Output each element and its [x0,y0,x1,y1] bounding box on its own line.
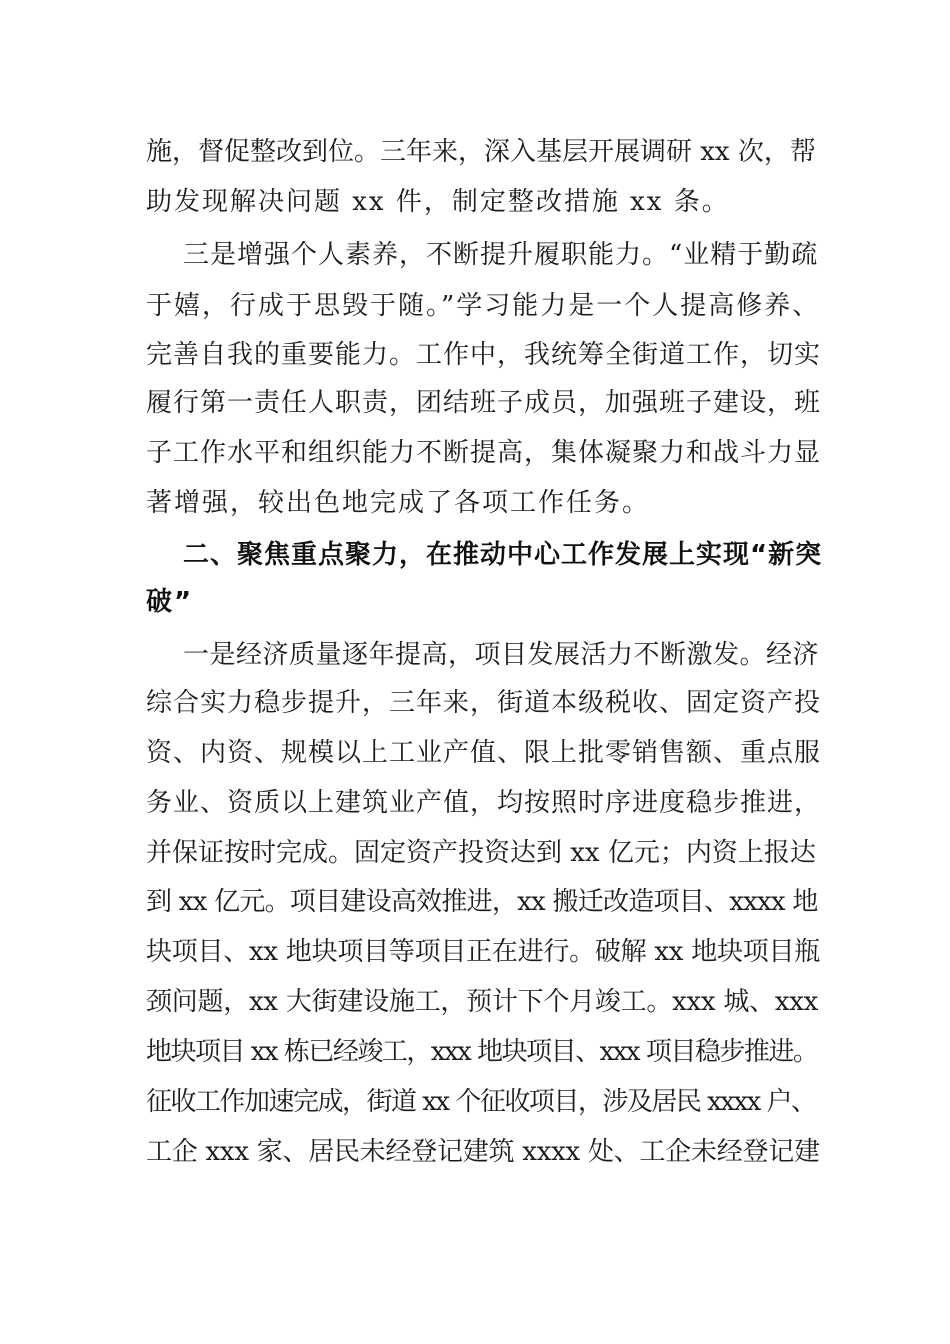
body-line: 工企 xxx 家、居民未经登记建筑 xxxx 处、工企未经登记建 [146,1137,820,1167]
paragraph-first-line: 一是经济质量逐年提高，项目发展活力不断激发。经济 [183,640,820,670]
body-line: 子工作水平和组织能力不断提高，集体凝聚力和战斗力显 [146,438,822,468]
body-line: 施，督促整改到位。三年来，深入基层开展调研 xx 次，帮 [146,137,816,167]
paragraph-first-line: 三是增强个人素养，不断提升履职能力。“业精于勤疏 [183,240,819,270]
body-line: 著增强，较出色地完成了各项工作任务。 [146,488,651,518]
body-line: 块项目、xx 地块项目等项目正在进行。破解 xx 地块项目瓶 [146,937,820,967]
body-line: 地块项目 xx 栋已经竣工，xxx 地块项目、xxx 项目稳步推进。 [146,1037,818,1067]
body-line: 到 xx 亿元。项目建设高效推进，xx 搬迁改造项目、xxxx 地 [146,887,818,917]
body-line: 于嬉，行成于思毁于随。”学习能力是一个人提高修养、 [146,291,821,321]
body-line: 履行第一责任人职责，团结班子成员，加强班子建设，班 [146,388,822,418]
body-line: 助发现解决问题 xx 件，制定整改措施 xx 条。 [146,187,730,217]
body-line: 完善自我的重要能力。工作中，我统筹全街道工作，切实 [146,340,822,370]
body-line: 征收工作加速完成，街道 xx 个征收项目，涉及居民 xxxx 户、 [146,1087,816,1117]
body-line: 颈问题，xx 大街建设施工，预计下个月竣工。xxx 城、xxx [146,987,819,1017]
section-heading: 二、聚焦重点聚力，在推动中心工作发展上实现“新突 [183,540,823,570]
body-line: 务业、资质以上建筑业产值，均按照时序进度稳步推进， [146,788,822,818]
body-line: 综合实力稳步提升，三年来，街道本级税收、固定资产投 [146,688,822,718]
body-line: 并保证按时完成。固定资产投资达到 xx 亿元；内资上报达 [146,838,816,868]
section-heading-continued: 破” [146,587,194,617]
body-line: 资、内资、规模以上工业产值、限上批零销售额、重点服 [146,738,822,768]
